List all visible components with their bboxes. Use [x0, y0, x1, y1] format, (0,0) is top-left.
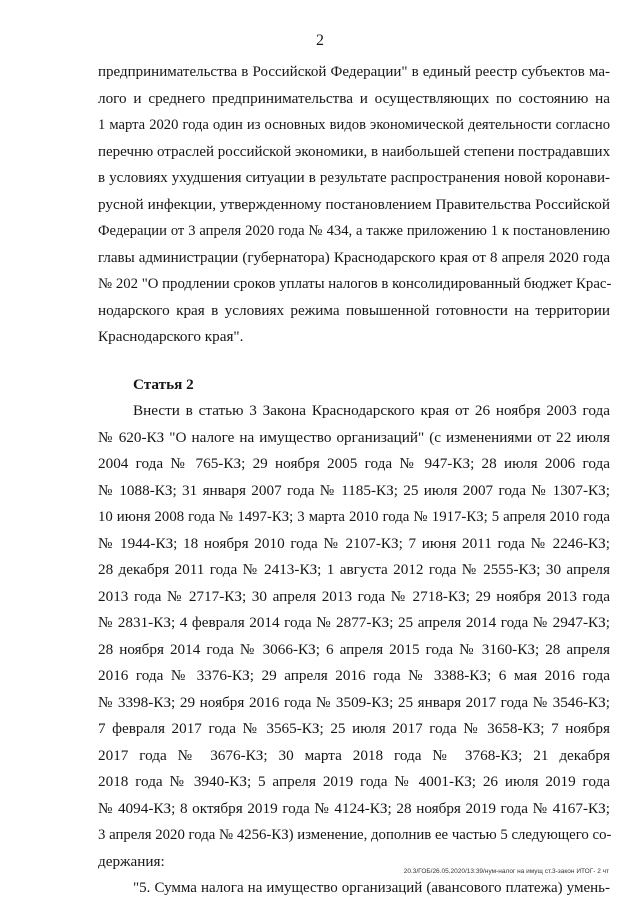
- text-line: Внести в статью 3 Закона Краснодарского края от 26 ноября 2003 года: [133, 402, 610, 419]
- text-line: 2016 года № 3376-КЗ; 29 апреля 2016 года № 3388-КЗ; 6 мая 2016 года: [98, 667, 610, 684]
- text-line: № 4094-КЗ; 8 октября 2019 года № 4124-КЗ; 28 ноября 2019 года № 4167-КЗ;: [98, 799, 610, 817]
- text-line: 2017 года № 3676-КЗ; 30 марта 2018 года № 3768-КЗ; 21 декабря: [98, 746, 610, 764]
- text-line: 2004 года № 765-КЗ; 29 ноября 2005 года № 947-КЗ; 28 июля 2006 года: [98, 455, 610, 472]
- text-line: № 3398-КЗ; 29 ноября 2016 года № 3509-КЗ; 25 января 2017 года № 3546-КЗ;: [98, 693, 610, 711]
- text-line: 7 февраля 2017 года № 3565-КЗ; 25 июля 2017 года № 3658-КЗ; 7 ноября: [98, 720, 610, 737]
- text-line: предпринимательства в Российской Федерации" в единый реестр субъектов ма-: [98, 64, 610, 80]
- text-line: перечню отраслей российской экономики, в наибольшей степени пострадавших: [98, 143, 611, 160]
- text-line: 3 апреля 2020 года № 4256-КЗ) изменение, дополнив ее частью 5 следующего со-: [98, 827, 612, 843]
- text-line: 2018 года № 3940-КЗ; 5 апреля 2019 года № 4001-КЗ; 26 июля 2019 года: [98, 773, 610, 790]
- text-line: "5. Сумма налога на имущество организаций (авансового платежа) умень-: [133, 880, 610, 896]
- page-number: 2: [316, 32, 324, 49]
- text-line: 28 декабря 2011 года № 2413-КЗ; 1 августа 2012 года № 2555-КЗ; 30 апреля: [98, 561, 610, 578]
- text-line: Краснодарского края".: [98, 328, 244, 345]
- text-line: 2013 года № 2717-КЗ; 30 апреля 2013 года № 2718-КЗ; 29 ноября 2013 года: [98, 587, 610, 605]
- text-line: № 620-КЗ "О налоге на имущество организаций" (с изменениями от 22 июля: [98, 428, 610, 446]
- text-line: русной инфекции, утвержденному постановлением Правительства Российской: [98, 195, 610, 213]
- text-line: держания:: [98, 852, 165, 870]
- text-line: главы администрации (губернатора) Краснодарского края от 8 апреля 2020 года: [98, 249, 610, 266]
- text-line: № 2831-КЗ; 4 февраля 2014 года № 2877-КЗ; 25 апреля 2014 года № 2947-КЗ;: [98, 614, 610, 631]
- text-line: Федерации от 3 апреля 2020 года № 434, а также приложению 1 к постановлению: [98, 223, 610, 239]
- text-line: № 202 "О продлении сроков уплаты налогов в консолидированный бюджет Крас-: [98, 276, 612, 292]
- document-footer-code: 20.3/ГОБ/26.05.2020/13:39/нум-налог на имущ ст.3-закон ИТОГ- 2 чт: [403, 868, 609, 875]
- text-line: нодарского края в условиях режима повышенной готовности на территории: [98, 301, 610, 319]
- text-line: 10 июня 2008 года № 1497-КЗ; 3 марта 2010 года № 1917-КЗ; 5 апреля 2010 года: [98, 509, 610, 525]
- article-heading: Статья 2: [133, 375, 194, 393]
- text-line: в условиях ухудшения ситуации в результате распространения новой коронави-: [98, 170, 610, 186]
- text-line: № 1088-КЗ; 31 января 2007 года № 1185-КЗ; 25 июля 2007 года № 1307-КЗ;: [98, 481, 610, 499]
- text-line: 28 ноября 2014 года № 3066-КЗ; 6 апреля 2015 года № 3160-КЗ; 28 апреля: [98, 640, 610, 658]
- text-line: лого и среднего предпринимательства и осуществляющих по состоянию на: [98, 89, 610, 107]
- text-line: 1 марта 2020 года один из основных видов экономической деятельности согласно: [98, 117, 610, 133]
- text-line: № 1944-КЗ; 18 ноября 2010 года № 2107-КЗ; 7 июня 2011 года № 2246-КЗ;: [98, 534, 610, 552]
